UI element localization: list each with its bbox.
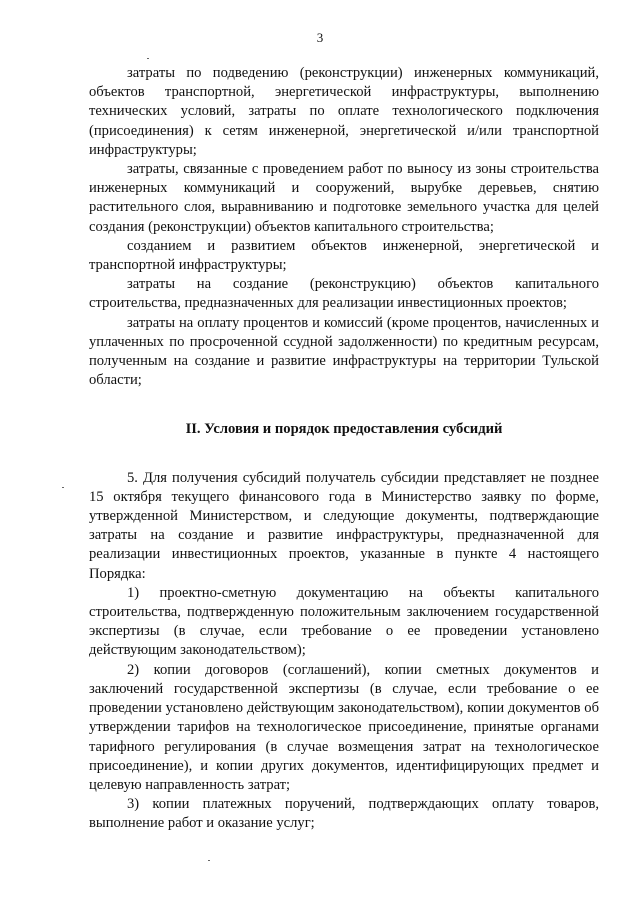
paragraph-infrastructure-development: созданием и развитием объектов инженерной, энергетической и транспортной инфраструктуры;	[89, 237, 599, 274]
scan-speck	[62, 487, 64, 488]
paragraph-construction-costs: затраты на создание (реконструкцию) объектов капитального строительства, предназначенных для реализации инвестиционных проектов;	[89, 276, 599, 312]
scan-speck	[147, 58, 149, 59]
paragraph-relocation-costs: затраты, связанные с проведением работ по выносу из зоны строительства инженерных коммуникаций и сооружений, вырубке деревьев, снятию растительного слоя, выравниванию и подготовке земельного участка для целей создания (реконструкции) объектов капитального строительства;	[89, 161, 599, 235]
scan-speck	[208, 860, 210, 861]
document-body	[89, 64, 599, 834]
paragraph-interest-costs: затраты на оплату процентов и комиссий (кроме процентов, начисленных и уплаченных по просроченной ссудной задолженности) по кредитным ресурсам, полученным на создание и развитие инфраструктуры на территории Тульской области;	[89, 314, 599, 389]
page-number: 3	[316, 30, 324, 45]
paragraph-subitem-1: 1) проектно-сметную документацию на объекты капитального строительства, подтвержденную положительным заключением государственной экспертизы (в случае, если требование о ее проведении установлено действующим законодательством);	[89, 584, 599, 659]
section-heading: II. Условия и порядок предоставления субсидий	[185, 421, 503, 438]
paragraph-subitem-2: 2) копии договоров (соглашений), копии сметных документов и заключений государственной экспертизы (в случае, если требование о ее проведении установлено действующим законодательством), копии документов об утверждении тарифов на технологическое присоединение, принятые органами тарифного регулирования (в случае возмещения затрат на технологическое присоединение), и копии других документов, идентифицирующих предмет и целевую направленность затрат;	[89, 661, 599, 793]
paragraph-subitem-3: 3) копии платежных поручений, подтверждающих оплату товаров, выполнение работ и оказание услуг;	[89, 796, 599, 832]
paragraph-item-5: 5. Для получения субсидий получатель субсидии представляет не позднее 15 октября текущего финансового года в Министерство заявку по форме, утвержденной Министерством, и следующие документы, подтверждающие затраты на создание и развитие инфраструктуры, предназначенной для реализации инвестиционных проектов, указанные в пункте 4 настоящего Порядка:	[89, 469, 599, 582]
paragraph-engineering-costs: затраты по подведению (реконструкции) инженерных коммуникаций, объектов транспортной, энергетической инфраструктуры, выполнению технических условий, затраты по оплате технологического подключения (присоединения) к сетям инженерной, энергетической и/или транспортной инфраструктуры;	[89, 65, 599, 158]
